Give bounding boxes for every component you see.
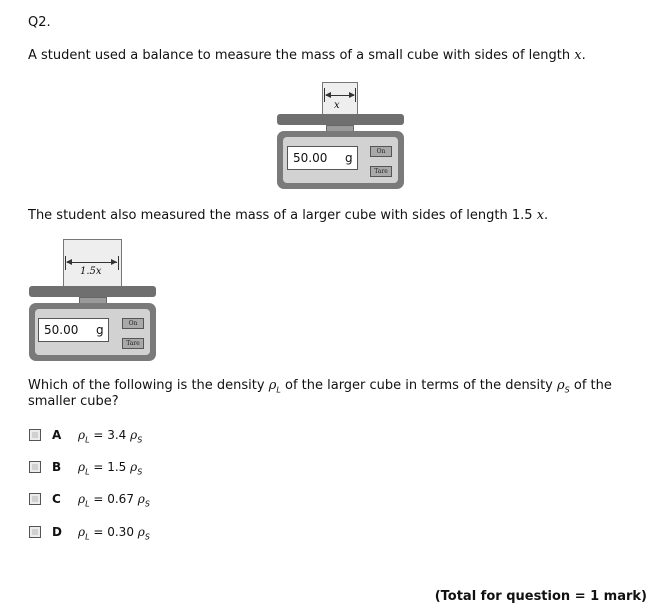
small-platform [277, 114, 404, 125]
small-cube [322, 82, 358, 116]
prompt-part2: of the larger cube in terms of the density [284, 378, 553, 393]
option-d-rho-s: ρ [137, 525, 145, 539]
intro-variable: x [574, 48, 582, 63]
arrow-left-icon-large [66, 259, 72, 265]
option-a-sub-l: L [85, 435, 90, 445]
option-d-text [78, 524, 150, 545]
second-variable: x [536, 208, 545, 223]
large-unit: g [96, 323, 104, 337]
question-number: Q2. [28, 15, 51, 30]
option-a-text [78, 427, 142, 448]
large-cube-label: 1.5x [80, 266, 102, 277]
large-display [38, 318, 109, 342]
option-b-letter: B [52, 460, 62, 474]
option-b-text [78, 459, 142, 480]
option-b-rho-s: ρ [130, 460, 138, 474]
option-d-value: = 0.30 [93, 525, 134, 539]
prompt-part4: smaller cube? [28, 394, 119, 409]
option-d-sub-l: L [85, 532, 90, 542]
question-second [28, 208, 548, 224]
intro-end: . [581, 48, 586, 63]
large-platform [29, 286, 156, 297]
dim-line-large [67, 262, 117, 263]
option-a-rho-l: ρ [78, 428, 86, 442]
option-c-letter: C [52, 492, 61, 506]
option-c-sub-s: S [144, 499, 150, 509]
small-tare-button: Tare [370, 166, 392, 177]
intro-text: A student used a balance to measure the mass of a small cube with sides of length [28, 48, 571, 63]
option-a-sub-s: S [137, 435, 143, 445]
arrow-right-icon-large [111, 259, 117, 265]
prompt-part3: of the [573, 378, 612, 393]
large-on-button: On [122, 318, 144, 329]
option-c-value: = 0.67 [93, 492, 134, 506]
total-marks: (Total for question = 1 mark) [434, 589, 647, 604]
prompt-part1: Which of the following is the density [28, 378, 265, 393]
option-d-letter: D [52, 525, 62, 539]
small-reading: 50.00 [293, 151, 328, 165]
option-c-text [78, 491, 150, 512]
small-unit: g [345, 151, 353, 165]
option-c-rho-l: ρ [78, 492, 86, 506]
option-b-rho-l: ρ [78, 460, 86, 474]
option-a-checkbox[interactable] [29, 429, 41, 441]
second-text: The student also measured the mass of a larger cube with sides of length 1.5 [28, 208, 533, 223]
option-b-sub-l: L [85, 467, 90, 477]
rho-large-subscript: L [276, 385, 281, 395]
rho-large-symbol: ρ [268, 378, 277, 393]
second-end: . [544, 208, 549, 223]
option-d-sub-s: S [144, 532, 150, 542]
option-b-value: = 1.5 [93, 460, 127, 474]
option-d-checkbox[interactable] [29, 526, 41, 538]
question-intro [28, 48, 586, 64]
option-d-rho-l: ρ [78, 525, 86, 539]
option-b-checkbox[interactable] [29, 461, 41, 473]
option-c-checkbox[interactable] [29, 493, 41, 505]
option-b-sub-s: S [137, 467, 143, 477]
large-reading: 50.00 [44, 323, 79, 337]
small-on-button: On [370, 146, 392, 157]
option-a-rho-s: ρ [130, 428, 138, 442]
small-cube-label: x [334, 100, 340, 111]
option-c-sub-l: L [85, 499, 90, 509]
rho-small-subscript: S [564, 385, 570, 395]
option-a-value: = 3.4 [93, 428, 127, 442]
dim-tick-right [355, 88, 356, 102]
rho-small-symbol: ρ [557, 378, 565, 393]
small-display [287, 146, 358, 170]
option-a-letter: A [52, 428, 62, 442]
arrow-right-icon [349, 92, 355, 98]
dim-tick-right-large [118, 256, 119, 270]
large-tare-button: Tare [122, 338, 144, 349]
option-c-rho-s: ρ [137, 492, 145, 506]
arrow-left-icon [325, 92, 331, 98]
